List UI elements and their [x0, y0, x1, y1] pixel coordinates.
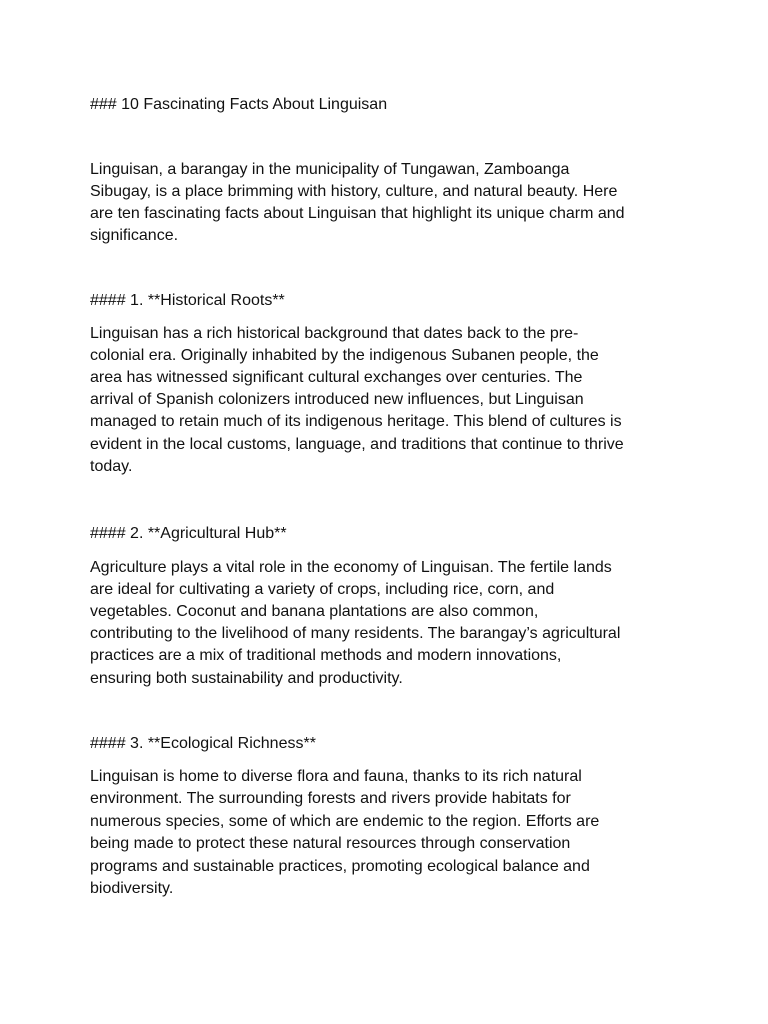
- intro-line-4: significance.: [90, 227, 179, 244]
- section-2-line-5: practices are a mix of traditional methods and modern innovations,: [90, 647, 562, 664]
- section-2-line-1: Agriculture plays a vital role in the economy of Linguisan. The fertile lands: [90, 559, 612, 576]
- section-2-heading: #### 2. **Agricultural Hub**: [90, 525, 287, 542]
- section-1-line-7: today.: [90, 458, 133, 475]
- section-3-line-5: programs and sustainable practices, promoting ecological balance and: [90, 858, 590, 875]
- section-3-heading: #### 3. **Ecological Richness**: [90, 735, 316, 752]
- section-3-line-2: environment. The surrounding forests and rivers provide habitats for: [90, 790, 571, 807]
- section-3-line-3: numerous species, some of which are endemic to the region. Efforts are: [90, 813, 600, 830]
- section-2-line-6: ensuring both sustainability and productivity.: [90, 670, 403, 687]
- section-3-line-4: being made to protect these natural resources through conservation: [90, 835, 571, 852]
- intro-line-3: are ten fascinating facts about Linguisan that highlight its unique charm and: [90, 205, 625, 222]
- section-2-line-3: vegetables. Coconut and banana plantations are also common,: [90, 603, 539, 620]
- section-1-line-6: evident in the local customs, language, and traditions that continue to thrive: [90, 436, 624, 453]
- section-1-line-3: area has witnessed significant cultural exchanges over centuries. The: [90, 369, 583, 386]
- section-1-line-5: managed to retain much of its indigenous heritage. This blend of cultures is: [90, 413, 622, 430]
- section-3-line-6: biodiversity.: [90, 880, 174, 897]
- document-title: ### 10 Fascinating Facts About Linguisan: [90, 96, 388, 113]
- intro-line-1: Linguisan, a barangay in the municipality of Tungawan, Zamboanga: [90, 161, 570, 178]
- section-2-line-2: are ideal for cultivating a variety of crops, including rice, corn, and: [90, 581, 555, 598]
- section-1-heading: #### 1. **Historical Roots**: [90, 292, 285, 309]
- intro-line-2: Sibugay, is a place brimming with history, culture, and natural beauty. Here: [90, 183, 618, 200]
- section-1-line-4: arrival of Spanish colonizers introduced new influences, but Linguisan: [90, 391, 584, 408]
- section-3-line-1: Linguisan is home to diverse flora and fauna, thanks to its rich natural: [90, 768, 582, 785]
- section-1-line-1: Linguisan has a rich historical background that dates back to the pre-: [90, 325, 579, 342]
- section-1-line-2: colonial era. Originally inhabited by the indigenous Subanen people, the: [90, 347, 599, 364]
- section-2-line-4: contributing to the livelihood of many residents. The barangay’s agricultural: [90, 625, 621, 642]
